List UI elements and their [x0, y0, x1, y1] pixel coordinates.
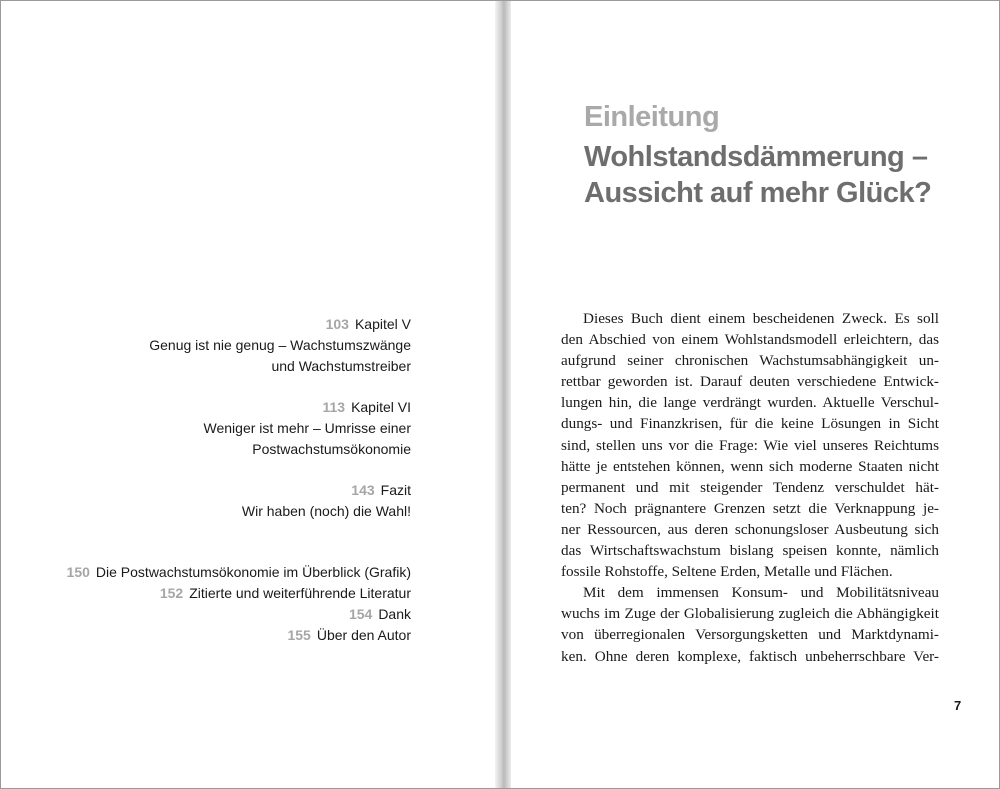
toc-page-number: 152 — [159, 585, 184, 601]
chapter-title — [584, 139, 931, 211]
toc-appendix-entry — [67, 583, 411, 604]
chapter-label: Einleitung — [584, 101, 720, 133]
toc-appendix-entry — [67, 625, 411, 646]
chapter-title-line: Wohlstandsdämmerung – — [584, 141, 928, 173]
toc-page-number: 154 — [348, 606, 373, 622]
toc-appendix-entry — [67, 604, 411, 625]
text-line: wuchs im Zuge der Globalisierung zugleich die Abhängigkeit — [561, 605, 939, 623]
text-line: rettbar geworden ist. Darauf deuten verschiedene Entwick- — [561, 373, 939, 391]
toc-spacer — [67, 542, 411, 562]
text-line: ten? Noch prägnantere Grenzen setzt die Verknappung je- — [561, 499, 939, 517]
body-text — [561, 308, 939, 667]
toc-chapter-title-line: und Wachstumstreiber — [271, 358, 411, 374]
text-line: ner Ressourcen, aus deren schonungsloser Ausbeutung sich — [561, 520, 939, 538]
toc-entry — [67, 397, 411, 460]
text-line: ken. Ohne deren komplexe, faktisch unbeherrschbare Ver- — [561, 647, 939, 665]
text-line: den Abschied von einem Wohlstandsmodell erleichtern, das — [561, 331, 939, 349]
toc-chapter-title-line: Weniger ist mehr – Umrisse einer — [203, 420, 411, 436]
text-line: aufgrund seiner chronischen Wachstumsabhängigkeit un- — [561, 352, 939, 370]
page-number: 7 — [954, 698, 962, 713]
table-of-contents — [67, 314, 411, 646]
toc-page-number: 143 — [351, 482, 375, 498]
toc-entry — [67, 314, 411, 377]
chapter-title-line: Aussicht auf mehr Glück? — [584, 177, 932, 209]
toc-page-number: 150 — [66, 564, 90, 580]
text-line: permanent und mit steigender Tendenz verschuldet hät- — [561, 478, 939, 496]
text-line: Mit dem immensen Konsum- und Mobilitätsniveau — [583, 584, 939, 602]
book-gutter — [495, 1, 511, 788]
paragraph — [561, 308, 939, 582]
text-line: das Wirtschaftswachstum bislang speisen konnte, nämlich — [561, 542, 939, 560]
toc-chapter-label: Fazit — [380, 482, 411, 498]
toc-entry — [67, 480, 411, 522]
toc-appendix-label: Zitierte und weiterführende Literatur — [189, 585, 411, 601]
toc-chapter-title-line: Wir haben (noch) die Wahl! — [241, 503, 411, 519]
text-line: lungen hin, die lange verdrängt wurden. Aktuelle Verschul- — [561, 394, 939, 412]
toc-chapter-label: Kapitel VI — [351, 399, 411, 415]
toc-chapter-title-line: Genug ist nie genug – Wachstumszwänge — [149, 337, 411, 353]
text-line: hätte je entstehen können, wenn sich moderne Staaten nicht — [561, 457, 939, 475]
toc-appendix-label: Über den Autor — [316, 627, 411, 643]
toc-page-number: 113 — [322, 399, 346, 415]
toc-chapter-title-line: Postwachstumsökonomie — [252, 441, 411, 457]
toc-chapter-label: Kapitel V — [354, 316, 411, 332]
text-line: Dieses Buch dient einem bescheidenen Zweck. Es soll — [583, 310, 939, 327]
text-line: sind, stellen uns vor die Frage: Wie viel unseres Reichtums — [561, 436, 939, 454]
text-line: dungs- und Finanzkrisen, für die keine Lösungen in Sicht — [561, 415, 939, 433]
text-line: von überregionalen Versorgungsketten und Marktdynami- — [561, 626, 939, 644]
toc-appendix-label: Die Postwachstumsökonomie im Überblick (Grafik) — [95, 564, 411, 580]
toc-page-number: 103 — [325, 316, 349, 332]
text-line: fossile Rohstoffe, Seltene Erden, Metalle und Flächen. — [561, 563, 893, 581]
paragraph — [561, 582, 939, 666]
toc-page-number: 155 — [287, 627, 311, 643]
toc-appendix-entry — [67, 562, 411, 583]
toc-appendix-label: Dank — [378, 606, 411, 622]
